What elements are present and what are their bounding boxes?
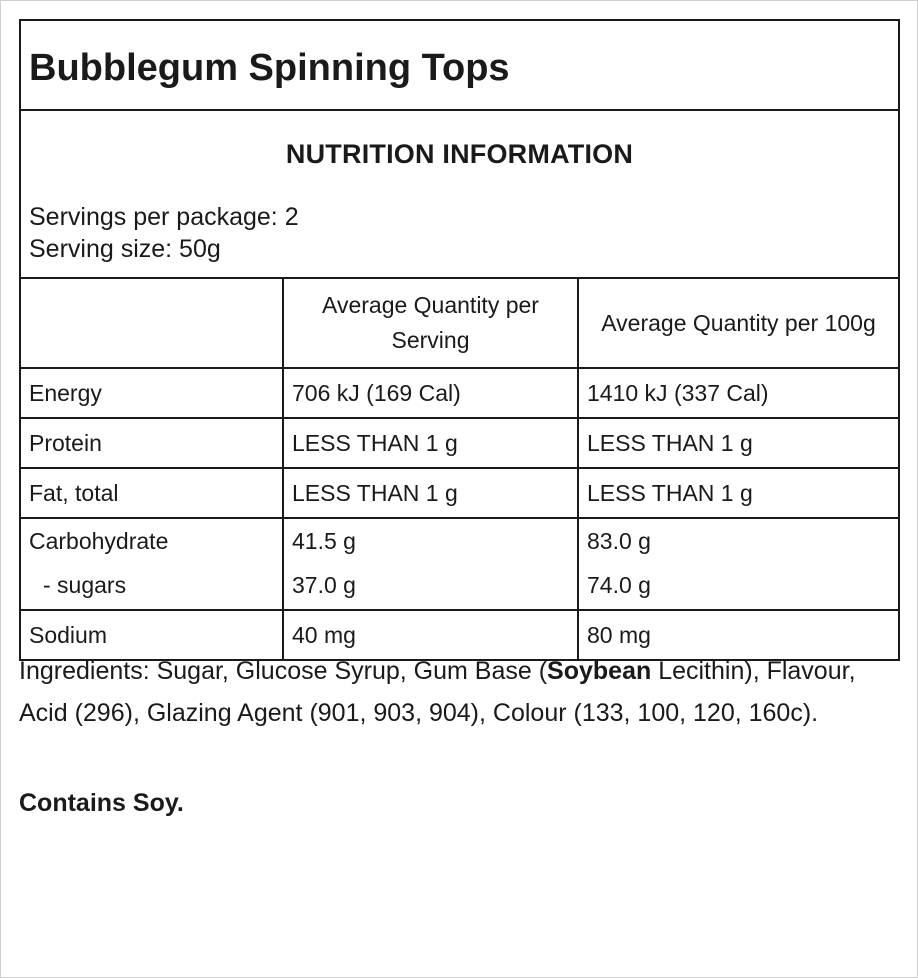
product-title: Bubblegum Spinning Tops <box>21 21 898 111</box>
row-per-serving: LESS THAN 1 g <box>283 468 578 518</box>
ingredients-prefix: Ingredients: Sugar, Glucose Syrup, Gum Base ( <box>19 657 548 685</box>
header-cell-label <box>21 279 283 368</box>
table-row <box>21 468 898 518</box>
row-per-100g: LESS THAN 1 g <box>578 418 898 468</box>
sugars-per-100g: 74.0 g <box>587 572 651 598</box>
carbohydrate-per-100g: 83.0 g <box>587 528 651 554</box>
row-per-serving: 706 kJ (169 Cal) <box>283 368 578 418</box>
ingredients-allergen: Soybean <box>547 657 652 685</box>
nutrition-panel <box>19 19 900 661</box>
sugars-per-serving: 37.0 g <box>292 572 356 598</box>
allergen-statement: Contains Soy. <box>19 789 184 817</box>
row-per-serving: 40 mg <box>283 610 578 659</box>
nutrition-table <box>21 279 898 659</box>
row-per-100g <box>578 518 898 610</box>
sugars-label: - sugars <box>43 572 127 598</box>
ingredients-suffix: Lecithin), Flavour, Acid (296), Glazing Agent (901, 903, 904), Colour (133, 100, 120, 160c). <box>19 657 856 727</box>
row-per-serving: LESS THAN 1 g <box>283 418 578 468</box>
row-label: Protein <box>21 418 283 468</box>
servings-block <box>29 201 299 265</box>
servings-per-package: Servings per package: 2 <box>29 203 299 231</box>
row-per-100g: LESS THAN 1 g <box>578 468 898 518</box>
row-label: Energy <box>21 368 283 418</box>
table-row <box>21 418 898 468</box>
row-label <box>21 518 283 610</box>
table-row <box>21 518 898 610</box>
serving-size: Serving size: 50g <box>29 235 221 263</box>
header-cell-per-100g: Average Quantity per 100g <box>578 279 898 368</box>
header-cell-per-serving: Average Quantity per Serving <box>283 279 578 368</box>
nutrition-info-section <box>21 111 898 279</box>
row-per-100g: 1410 kJ (337 Cal) <box>578 368 898 418</box>
nutrition-heading: NUTRITION INFORMATION <box>285 139 634 169</box>
row-label: Sodium <box>21 610 283 659</box>
table-row <box>21 368 898 418</box>
carbohydrate-label: Carbohydrate <box>29 528 169 554</box>
row-per-100g: 80 mg <box>587 622 651 648</box>
row-label: Fat, total <box>21 468 283 518</box>
ingredients-text <box>19 650 889 734</box>
carbohydrate-per-serving: 41.5 g <box>292 528 356 554</box>
table-header-row <box>21 279 898 368</box>
row-per-serving <box>283 518 578 610</box>
